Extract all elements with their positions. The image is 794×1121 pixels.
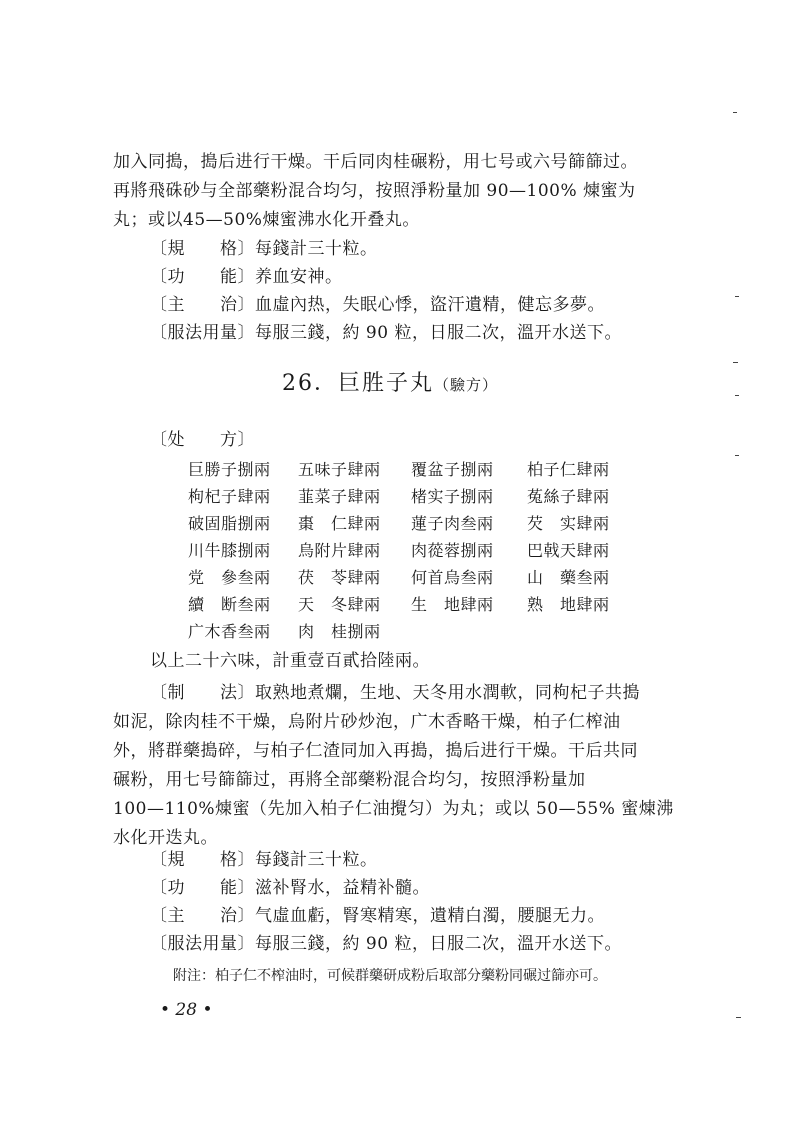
ingredient: 肉 桂捌兩 <box>298 622 381 641</box>
paragraph-line: 再將飛硃砂与全部藥粉混合均匀，按照淨粉量加 90—100% 煉蜜为 <box>113 181 636 201</box>
scan-mark <box>733 112 737 113</box>
ingredient: 韮菜子肆兩 <box>298 487 381 506</box>
paragraph-line: 加入同搗，搗后进行干燥。干后同肉桂碾粉，用七号或六号篩篩过。 <box>113 152 638 172</box>
method-line: 100—110%煉蜜（先加入柏子仁油攪匀）为丸；或以 50—55% 蜜煉沸 <box>113 799 674 819</box>
function-field: 〔功 能〕养血安神。 <box>150 267 343 287</box>
section-subtitle: （驗方） <box>434 376 499 394</box>
ingredient: 楮实子捌兩 <box>411 487 494 506</box>
function-field: 〔功 能〕滋补腎水，益精补髓。 <box>150 878 430 898</box>
indication-field: 〔主 治〕血虛內热，失眠心悸，盜汗遺精，健忘多夢。 <box>150 295 605 315</box>
paragraph-line: 丸；或以45—50%煉蜜沸水化开叠丸。 <box>113 210 420 230</box>
scan-mark <box>733 362 738 363</box>
ingredient: 川牛膝捌兩 <box>188 541 271 560</box>
ingredient: 党 參叁兩 <box>188 568 271 587</box>
ingredient: 生 地肆兩 <box>411 595 494 614</box>
method-line: 碾粉，用七号篩篩过，再將全部藥粉混合均匀，按照淨粉量加 <box>113 770 586 790</box>
formula-label: 〔处 方〕 <box>150 430 255 450</box>
ingredient: 菟絲子肆兩 <box>527 487 610 506</box>
spec-field: 〔規 格〕每錢計三十粒。 <box>150 239 378 259</box>
footnote: 附注：柏子仁不榨油时，可候群藥研成粉后取部分藥粉同碾过篩亦可。 <box>173 968 607 984</box>
page-number: • 28 • <box>160 1000 213 1020</box>
section-title <box>282 371 498 398</box>
ingredient: 茯 苓肆兩 <box>298 568 381 587</box>
method-line: 外，將群藥搗碎，与柏子仁渣同加入再搗，搗后进行干燥。干后共同 <box>113 741 638 761</box>
method-line: 如泥，除肉桂不干燥，烏附片砂炒泡，广木香略干燥，柏子仁榨油 <box>113 712 621 732</box>
ingredient: 枸杞子肆兩 <box>188 487 271 506</box>
ingredient: 肉蓯蓉捌兩 <box>411 541 494 560</box>
ingredient: 五味子肆兩 <box>298 460 381 479</box>
ingredient: 續 断叁兩 <box>188 595 271 614</box>
ingredient: 巴戟天肆兩 <box>527 541 610 560</box>
ingredient: 广木香叁兩 <box>188 622 271 641</box>
ingredient: 柏子仁肆兩 <box>527 460 610 479</box>
total-weight: 以上二十六味，計重壹百貳拾陸兩。 <box>150 651 430 671</box>
indication-field: 〔主 治〕气虛血虧，腎寒精寒，遺精白濁，腰腿无力。 <box>150 906 605 926</box>
method-line: 水化开迭丸。 <box>113 828 218 848</box>
ingredient: 蓮子肉叁兩 <box>411 514 494 533</box>
ingredient: 覆盆子捌兩 <box>411 460 494 479</box>
scan-mark <box>736 1017 741 1018</box>
ingredient: 山 藥叁兩 <box>527 568 610 587</box>
usage-field: 〔服法用量〕每服三錢，約 90 粒，日服二次，溫开水送下。 <box>150 323 622 343</box>
ingredient: 棗 仁肆兩 <box>298 514 381 533</box>
ingredient: 天 冬肆兩 <box>298 595 381 614</box>
spec-field: 〔規 格〕每錢計三十粒。 <box>150 850 378 870</box>
ingredient: 熟 地肆兩 <box>527 595 610 614</box>
ingredient: 芡 实肆兩 <box>527 514 610 533</box>
scan-mark <box>735 395 739 396</box>
scan-mark <box>735 455 739 456</box>
ingredient: 烏附片肆兩 <box>298 541 381 560</box>
ingredient: 何首烏叁兩 <box>411 568 494 587</box>
usage-field: 〔服法用量〕每服三錢，約 90 粒，日服二次，溫开水送下。 <box>150 934 622 954</box>
scan-mark <box>735 296 739 297</box>
method-line: 〔制 法〕取熟地煮爛，生地、天冬用水潤軟，同枸杞子共搗 <box>150 683 640 703</box>
section-title-text: 26．巨胜子丸 <box>282 371 434 396</box>
ingredient: 破固脂捌兩 <box>188 514 271 533</box>
ingredient: 巨勝子捌兩 <box>188 460 271 479</box>
